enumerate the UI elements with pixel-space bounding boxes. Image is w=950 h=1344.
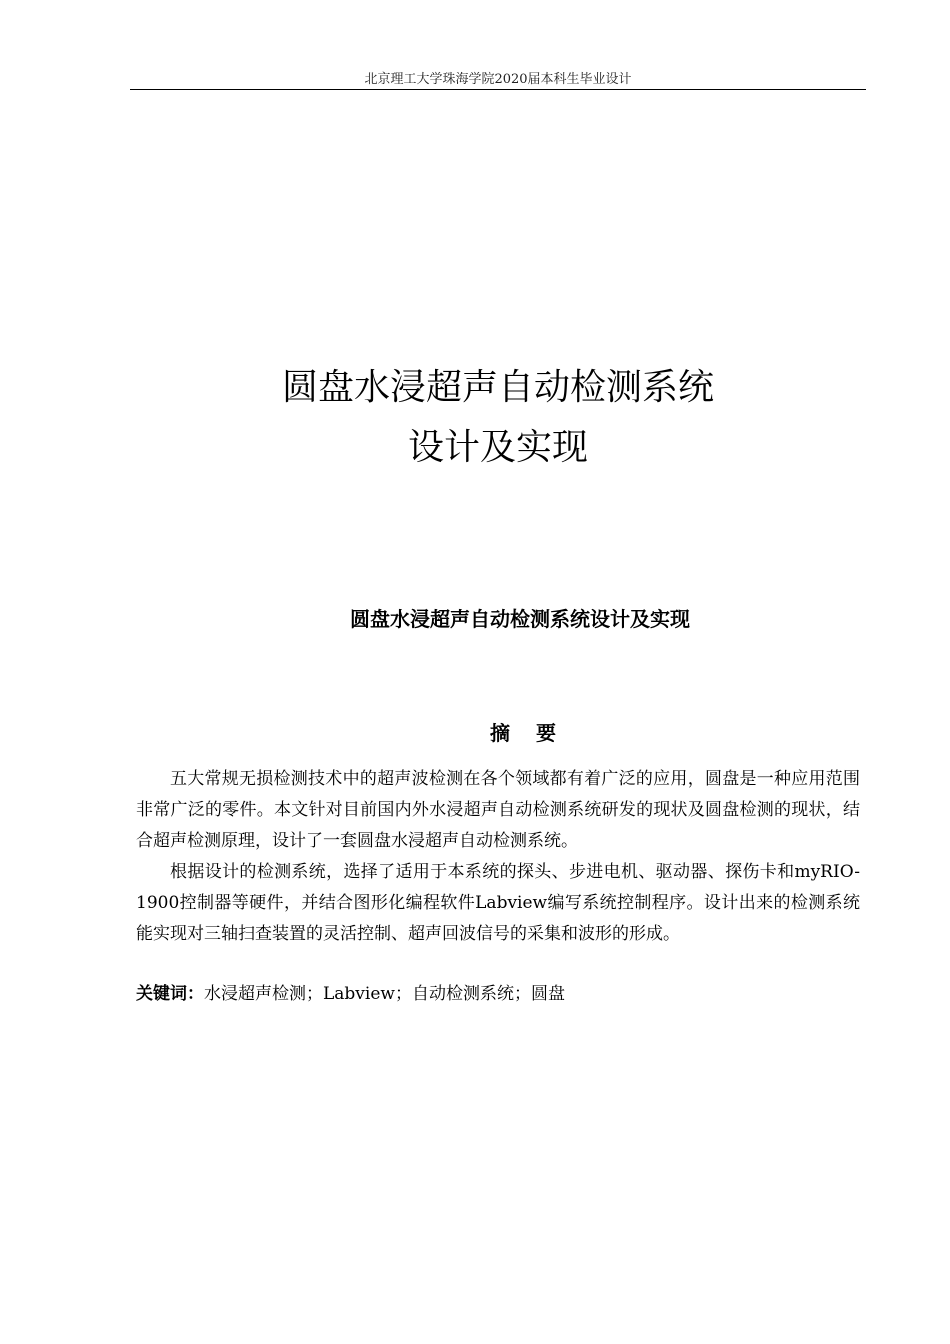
- keywords-label: 关键词：: [136, 984, 204, 1004]
- abstract-paragraph-2: 根据设计的检测系统，选择了适用于本系统的探头、步进电机、驱动器、探伤卡和myRIO-1900控制器等硬件，并结合图形化编程软件Labview编写系统控制程序。设计出来的检测系统能实现对三轴扫查装置的灵活控制、超声回波信号的采集和波形的形成。: [136, 862, 860, 944]
- keywords-line: [136, 979, 860, 1010]
- keywords-value: 水浸超声检测；Labview；自动检测系统；圆盘: [204, 984, 565, 1004]
- abstract-body: [136, 764, 860, 950]
- title-line-2: 设计及实现: [407, 427, 588, 468]
- abstract-title: 圆盘水浸超声自动检测系统设计及实现: [350, 607, 690, 631]
- abstract-heading-char-1: 摘: [490, 721, 510, 745]
- header-rule: [130, 89, 866, 90]
- title-line-1: 圆盘水浸超声自动检测系统: [281, 367, 714, 408]
- abstract-paragraph-1: 五大常规无损检测技术中的超声波检测在各个领域都有着广泛的应用，圆盘是一种应用范围非常广泛的零件。本文针对目前国内外水浸超声自动检测系统研发的现状及圆盘检测的现状，结合超声检测原理，设计了一套圆盘水浸超声自动检测系统。: [136, 769, 860, 851]
- abstract-heading: [130, 717, 916, 746]
- abstract-heading-char-2: 要: [536, 721, 556, 745]
- running-header: 北京理工大学珠海学院2020届本科生毕业设计: [364, 72, 632, 87]
- document-title: [130, 358, 866, 478]
